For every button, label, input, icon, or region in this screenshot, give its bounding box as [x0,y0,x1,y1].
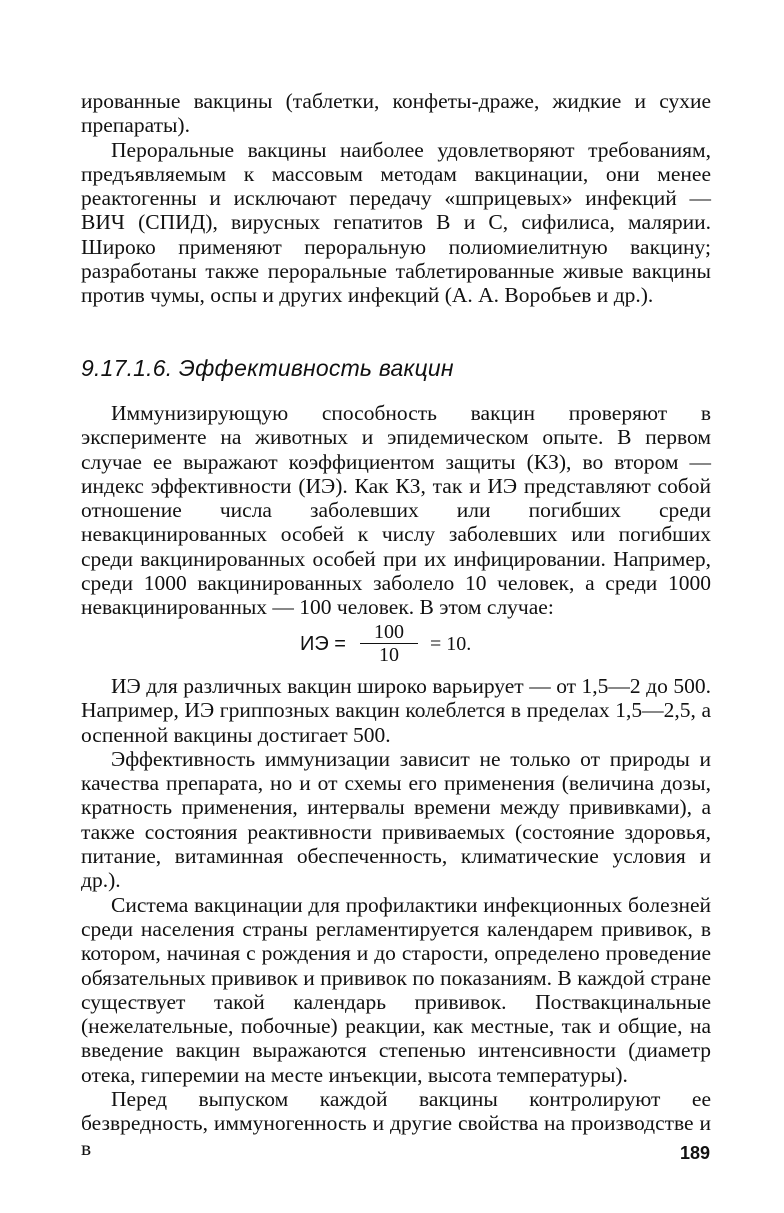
formula-numerator: 100 [360,622,418,644]
formula-lhs: ИЭ = [300,632,346,655]
paragraph-immunization-efficiency: Эффективность иммунизации зависит не только от природы и качества препарата, но и от схемы его применения (величина дозы, кратность применения, интервалы времени между прививками), а также состояния реактивности прививаемых (состояние здоровья, питание, витаминная обеспеченность, климатические условия и др.). [81,746,711,893]
paragraph-oral-vaccines: Пероральные вакцины наиболее удовлетворяют требованиям, предъявляемым к массовым методам вакцинации, они менее реактогенны и исключают передачу «шприцевых» инфекций — ВИЧ (СПИД), вирусных гепатитов В и С, сифилиса, малярии. Широко применяют пероральную полиомиелитную вакцину; разработаны также пероральные таблетированные живые вакцины против чумы, оспы и других инфекций (А. А. Воробьев и др.). [81,137,711,308]
formula-rhs: = 10. [430,632,472,655]
paragraph-immunizing-ability: Иммунизирующую способность вакцин проверяют в эксперименте на животных и эпидемическом опыте. В первом случае ее выражают коэффициентом защиты (КЗ), во втором — индекс эффективности (ИЭ). Как КЗ, так и ИЭ представляют собой отношение числа заболевших или погибших среди невакцинированных особей к числу заболевших или погибших среди вакцинированных особей при их инфицировании. Например, среди 1000 вакцинированных заболело 10 человек, а среди 1000 невакцинированных — 100 человек. В этом случае: [81,401,711,620]
top-text-block [81,89,711,308]
bottom-text-block [81,674,711,1160]
intro-text-block [81,401,711,620]
section-heading: 9.17.1.6. Эффективность вакцин [81,355,454,381]
page-number: 189 [680,1143,711,1163]
paragraph-ie-range: ИЭ для различных вакцин широко варьирует — от 1,5—2 до 500. Например, ИЭ гриппозных вакцин колеблется в пределах 1,5—2,5, а оспенной вакцины достигает 500. [81,674,711,747]
paragraph-continuation: ированные вакцины (таблетки, конфеты-драже, жидкие и сухие препараты). [81,89,711,138]
paragraph-vaccination-system: Система вакцинации для профилактики инфекционных болезней среди населения страны регламентируется календарем прививок, в котором, начиная с рождения и до старости, определено проведение обязательных прививок и прививок по показаниям. В каждой стране существует такой календарь прививок. Поствакцинальные (нежелательные, побочные) реакции, как местные, так и общие, на введение вакцин выражаются степенью интенсивности (диаметр отека, гиперемии на месте инъекции, высота температуры). [81,892,711,1087]
formula-denominator: 10 [379,644,399,666]
formula-fraction [360,622,418,666]
paragraph-quality-control: Перед выпуском каждой вакцины контролируют ее безвредность, иммуногенность и другие свойства на производстве и в [81,1087,711,1160]
efficiency-index-formula [300,622,471,666]
